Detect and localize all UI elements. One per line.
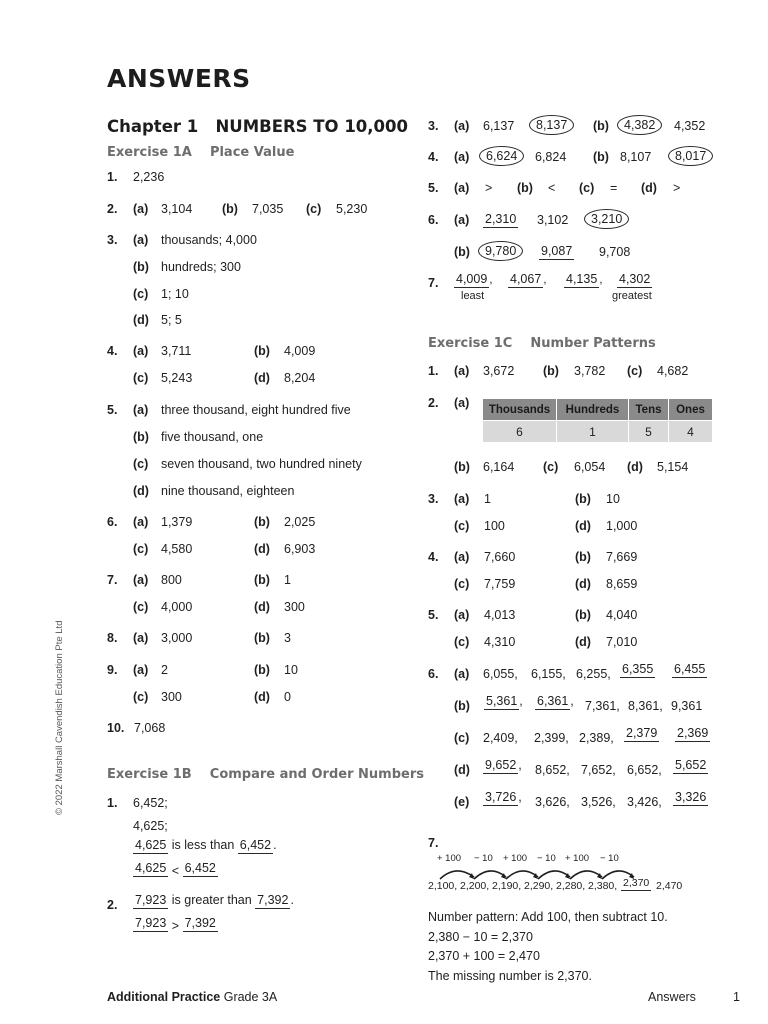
sequence-term: 6,055, [483, 667, 518, 681]
answer: 1; 10 [161, 287, 189, 301]
footer-series: Additional Practice [107, 990, 221, 1004]
blank-answer: 7,923 [135, 893, 167, 907]
part-label: (b) [593, 119, 609, 133]
ordered-number: 4,135 [566, 272, 598, 286]
missing-term-value: 9,652 [485, 758, 517, 772]
answer: 2 [161, 663, 168, 677]
answer: 3,104 [161, 202, 193, 216]
answer: 7,035 [252, 202, 284, 216]
answer: 1,000 [606, 519, 638, 533]
part-label: (b) [222, 202, 238, 216]
sequence-term: 2,399, [534, 731, 569, 745]
part-label: (d) [641, 181, 657, 195]
missing-term-value: 3,726 [485, 790, 517, 804]
answer: 7,010 [606, 635, 638, 649]
answer: 3,000 [161, 631, 193, 645]
part-label: (b) [454, 699, 470, 713]
sequence-term: 2,200, [460, 880, 490, 892]
answer: 4,682 [657, 364, 689, 378]
answer: 5; 5 [161, 313, 182, 327]
part-label: (a) [133, 202, 149, 216]
missing-term [624, 726, 659, 742]
hop-arrow [506, 871, 538, 879]
table-header-cell: Thousands [483, 399, 557, 421]
missing-term-value: 2,379 [626, 726, 658, 740]
answer: = [610, 181, 618, 195]
circled-answer: 6,624 [479, 146, 524, 166]
part-label: (b) [254, 344, 270, 358]
question-number: 2. [107, 202, 118, 216]
part-label: (c) [133, 542, 149, 556]
answer: 5,230 [336, 202, 368, 216]
sequence-term: 9,361 [671, 699, 703, 713]
sequence-term: 3,426, [627, 795, 662, 809]
question-number: 3. [428, 492, 439, 506]
part-label: (a) [454, 119, 470, 133]
table-header-row [483, 399, 713, 421]
answer: 2,025 [284, 515, 316, 529]
part-label: (b) [254, 631, 270, 645]
ordered-value: 4,009 , [456, 272, 493, 286]
answer: 1 [484, 492, 491, 506]
part-label: (c) [133, 457, 149, 471]
part-label: (c) [579, 181, 595, 195]
question-number: 2. [428, 396, 439, 410]
sentence-end: . [273, 838, 277, 852]
part-label: (e) [454, 795, 470, 809]
blank-answer: 4,625 [135, 861, 167, 875]
missing-term: 9,652 , [485, 758, 522, 772]
missing-term-value: 2,369 [677, 726, 709, 740]
missing-term [673, 758, 708, 774]
answer: 3,711 [161, 344, 192, 358]
part-label: (d) [454, 763, 470, 777]
part-label: (b) [575, 608, 591, 622]
question-number: 3. [107, 233, 118, 247]
operation-label: − 10 [600, 853, 619, 864]
answer: nine thousand, eighteen [161, 484, 295, 498]
ordered-value [617, 272, 652, 288]
sequence-term: 6,652, [627, 763, 662, 777]
part-label: (b) [133, 260, 149, 274]
pattern-step: 2,380 − 10 = 2,370 [428, 930, 533, 944]
sentence-text: is greater than [171, 893, 252, 907]
blank-answer: 7,923 [135, 916, 167, 930]
least-label: least [461, 290, 485, 302]
answer: 10 [284, 663, 298, 677]
pattern-step: 2,370 + 100 = 2,470 [428, 949, 540, 963]
answer: 1 [284, 573, 291, 587]
question-number: 2. [107, 898, 118, 912]
part-label: (a) [133, 344, 149, 358]
answer: 0 [284, 690, 291, 704]
question-number: 5. [428, 181, 439, 195]
part-label: (c) [454, 519, 470, 533]
missing-term-value: 3,326 [675, 790, 707, 804]
question-number: 6. [107, 515, 118, 529]
answer: 7,068 [134, 721, 166, 735]
operation-label: + 100 [565, 853, 590, 864]
question-number: 4. [107, 344, 118, 358]
part-label: (b) [254, 663, 270, 677]
part-label: (d) [575, 519, 591, 533]
part-label: (c) [627, 364, 643, 378]
operation-label: − 10 [537, 853, 556, 864]
sequence-term: 2,290, [524, 880, 554, 892]
question-number: 1. [107, 796, 118, 810]
part-label: (c) [454, 577, 470, 591]
answer: > [485, 181, 493, 195]
answer: 5,154 [657, 460, 689, 474]
question-number: 5. [428, 608, 439, 622]
sequence-term: 2,100, [428, 880, 458, 892]
comparison-sentence [133, 893, 294, 909]
part-label: (b) [133, 430, 149, 444]
place-value-table [482, 398, 713, 443]
answer: 3 [284, 631, 291, 645]
answer: five thousand, one [161, 430, 264, 444]
hop-arrow [440, 871, 474, 879]
part-label: (b) [254, 573, 270, 587]
missing-term-value: 2,370 [623, 877, 650, 889]
question-number: 1. [107, 170, 118, 184]
footer-book-title [107, 990, 277, 1004]
part-label: (a) [454, 181, 470, 195]
answer: 6,164 [483, 460, 515, 474]
question-number: 4. [428, 150, 439, 164]
missing-term: 3,726 , [485, 790, 522, 804]
ordered-value: 4,067 , [510, 272, 547, 286]
part-label: (b) [593, 150, 609, 164]
answer: 4,000 [161, 600, 193, 614]
footer-grade: Grade 3A [223, 990, 278, 1004]
sequence-term: 3,526, [581, 795, 616, 809]
answer: 2,236 [133, 170, 165, 184]
sequence-term: 7,652, [581, 763, 616, 777]
underlined-value: 2,310 [485, 212, 517, 226]
exercise-1c-heading: Exercise 1C Number Patterns [428, 336, 656, 351]
question-number: 4. [428, 550, 439, 564]
part-label: (c) [306, 202, 322, 216]
operation-label: − 10 [474, 853, 493, 864]
underlined-answer [539, 244, 574, 260]
question-number: 5. [107, 403, 118, 417]
comparison-symbol: < [171, 864, 180, 878]
answer: 5,243 [161, 371, 193, 385]
question-number: 9. [107, 663, 118, 677]
sequence-term: 8,652, [535, 763, 570, 777]
part-label: (a) [133, 515, 149, 529]
part-label: (a) [454, 608, 470, 622]
answer: < [548, 181, 556, 195]
answer: 3,672 [483, 364, 515, 378]
answer-line: 6,452; [133, 796, 168, 810]
pattern-explanation: Number pattern: Add 100, then subtract 10. [428, 910, 668, 924]
question-number: 1. [428, 364, 439, 378]
part-label: (b) [575, 492, 591, 506]
answer: 3,782 [574, 364, 606, 378]
table-header-cell: Tens [629, 399, 669, 421]
page-title: ANSWERS [107, 64, 251, 93]
missing-term: 6,361 , [537, 694, 574, 708]
missing-term [672, 662, 707, 678]
missing-term [675, 726, 710, 742]
missing-term-value: 5,652 [675, 758, 707, 772]
hop-arrow [570, 871, 602, 879]
part-label: (b) [454, 460, 470, 474]
missing-term [620, 662, 655, 678]
operation-label: + 100 [437, 853, 462, 864]
chapter-heading [107, 117, 408, 136]
missing-term-value: 6,355 [622, 662, 654, 676]
answer: 1,379 [161, 515, 193, 529]
missing-term [621, 877, 651, 891]
circled-answer: 3,210 [584, 209, 629, 229]
part-label: (c) [133, 690, 149, 704]
part-label: (a) [454, 150, 470, 164]
sequence-term: 2,409, [483, 731, 518, 745]
answer: 10 [606, 492, 620, 506]
ordered-value: 4,135 , [566, 272, 603, 286]
answer: 6,137 [483, 119, 515, 133]
missing-term: 5,361 , [486, 694, 523, 708]
question-number: 6. [428, 213, 439, 227]
part-label: (d) [133, 313, 149, 327]
answer: 3,102 [537, 213, 569, 227]
part-label: (a) [454, 396, 470, 410]
sequence-term: 8,361, [628, 699, 663, 713]
question-number: 10. [107, 721, 125, 735]
part-label: (b) [575, 550, 591, 564]
part-label: (a) [133, 663, 149, 677]
answer: 7,759 [484, 577, 516, 591]
part-label: (c) [133, 371, 149, 385]
part-label: (d) [627, 460, 643, 474]
copyright-notice: © 2022 Marshall Cavendish Education Pte Ltd [54, 620, 65, 815]
part-label: (c) [133, 600, 149, 614]
answer: hundreds; 300 [161, 260, 241, 274]
missing-term-value: 6,455 [674, 662, 706, 676]
part-label: (a) [454, 667, 470, 681]
answer: 4,310 [484, 635, 516, 649]
sequence-term: 3,626, [535, 795, 570, 809]
answer: three thousand, eight hundred five [161, 403, 351, 417]
part-label: (a) [454, 364, 470, 378]
comparison-sentence [133, 838, 277, 854]
ordered-number: 4,009 [456, 272, 488, 286]
chapter-title: NUMBERS TO 10,000 [215, 117, 408, 136]
part-label: (c) [454, 635, 470, 649]
exercise-1b-heading: Exercise 1B Compare and Order Numbers [107, 767, 424, 782]
sequence-term: 6,255, [576, 667, 611, 681]
blank-answer: 6,452 [184, 861, 216, 875]
table-cell: 5 [629, 421, 669, 443]
part-label: (d) [133, 484, 149, 498]
blank-answer: 7,392 [184, 916, 216, 930]
part-label: (a) [133, 573, 149, 587]
pattern-conclusion: The missing number is 2,370. [428, 969, 592, 983]
exercise-1a-heading: Exercise 1A Place Value [107, 145, 295, 160]
part-label: (a) [133, 233, 149, 247]
answer: 4,040 [606, 608, 638, 622]
page-number: 1 [733, 990, 740, 1004]
circled-answer: 8,137 [529, 115, 574, 135]
comparison-symbol: > [171, 919, 180, 933]
part-label: (b) [543, 364, 559, 378]
answer: 100 [484, 519, 505, 533]
table-cell: 6 [483, 421, 557, 443]
part-label: (d) [575, 577, 591, 591]
answer: seven thousand, two hundred ninety [161, 457, 362, 471]
answer: 4,352 [674, 119, 706, 133]
part-label: (a) [454, 213, 470, 227]
part-label: (d) [254, 690, 270, 704]
sequence-term: 2,380, [588, 880, 618, 892]
part-label: (a) [454, 492, 470, 506]
comparison-statement [133, 916, 218, 932]
missing-term-value: 6,361 [537, 694, 569, 708]
part-label: (a) [133, 631, 149, 645]
answer: 300 [161, 690, 182, 704]
underlined-value: 9,087 [541, 244, 573, 258]
answer: 8,107 [620, 150, 652, 164]
answer: 7,660 [484, 550, 516, 564]
circled-answer: 8,017 [668, 146, 713, 166]
ordered-number: 4,302 [619, 272, 651, 286]
part-label: (b) [517, 181, 533, 195]
operation-label: + 100 [503, 853, 528, 864]
question-number: 7. [428, 276, 439, 290]
table-row [483, 421, 713, 443]
underlined-answer [483, 212, 518, 228]
answer: 4,009 [284, 344, 316, 358]
answer: 8,204 [284, 371, 316, 385]
part-label: (a) [133, 403, 149, 417]
part-label: (b) [254, 515, 270, 529]
part-label: (a) [454, 550, 470, 564]
missing-term-value: 5,361 [486, 694, 518, 708]
comparison-statement [133, 861, 218, 877]
chapter-number: Chapter 1 [107, 117, 199, 136]
question-number: 3. [428, 119, 439, 133]
sentence-text: is less than [171, 838, 235, 852]
table-header-cell: Hundreds [557, 399, 629, 421]
circled-answer: 9,780 [478, 241, 523, 261]
footer-section: Answers [648, 990, 696, 1004]
part-label: (b) [454, 245, 470, 259]
table-header-cell: Ones [669, 399, 713, 421]
ordered-number: 4,067 [510, 272, 542, 286]
greatest-label: greatest [612, 290, 652, 302]
part-label: (d) [575, 635, 591, 649]
sequence-term: 2,389, [579, 731, 614, 745]
part-label: (c) [543, 460, 559, 474]
table-cell: 1 [557, 421, 629, 443]
answer: 4,013 [484, 608, 516, 622]
blank-answer: 7,392 [257, 893, 289, 907]
part-label: (c) [133, 287, 149, 301]
sequence-term: 7,361, [585, 699, 620, 713]
part-label: (c) [454, 731, 470, 745]
sequence-term: 2,280, [556, 880, 586, 892]
answer: 300 [284, 600, 305, 614]
question-number: 7. [107, 573, 118, 587]
sequence-term: 2,190, [492, 880, 522, 892]
blank-answer: 4,625 [135, 838, 167, 852]
question-number: 7. [428, 836, 439, 850]
answer: 800 [161, 573, 182, 587]
question-number: 6. [428, 667, 439, 681]
table-cell: 4 [669, 421, 713, 443]
answer: > [673, 181, 681, 195]
hop-arrow [538, 871, 570, 879]
answer: 7,669 [606, 550, 638, 564]
answer-line: 4,625; [133, 819, 168, 833]
answer: thousands; 4,000 [161, 233, 257, 247]
part-label: (d) [254, 371, 270, 385]
sentence-end: . [290, 893, 294, 907]
answer: 6,054 [574, 460, 606, 474]
hop-arrow [474, 871, 506, 879]
part-label: (d) [254, 542, 270, 556]
sequence-term: 6,155, [531, 667, 566, 681]
sequence-term: 2,470 [656, 880, 683, 892]
circled-answer: 4,382 [617, 115, 662, 135]
question-number: 8. [107, 631, 118, 645]
answer: 8,659 [606, 577, 638, 591]
blank-answer: 6,452 [239, 838, 272, 852]
answer: 4,580 [161, 542, 193, 556]
answer: 6,903 [284, 542, 316, 556]
part-label: (d) [254, 600, 270, 614]
answer: 9,708 [599, 245, 631, 259]
answer: 6,824 [535, 150, 567, 164]
missing-term [673, 790, 708, 806]
